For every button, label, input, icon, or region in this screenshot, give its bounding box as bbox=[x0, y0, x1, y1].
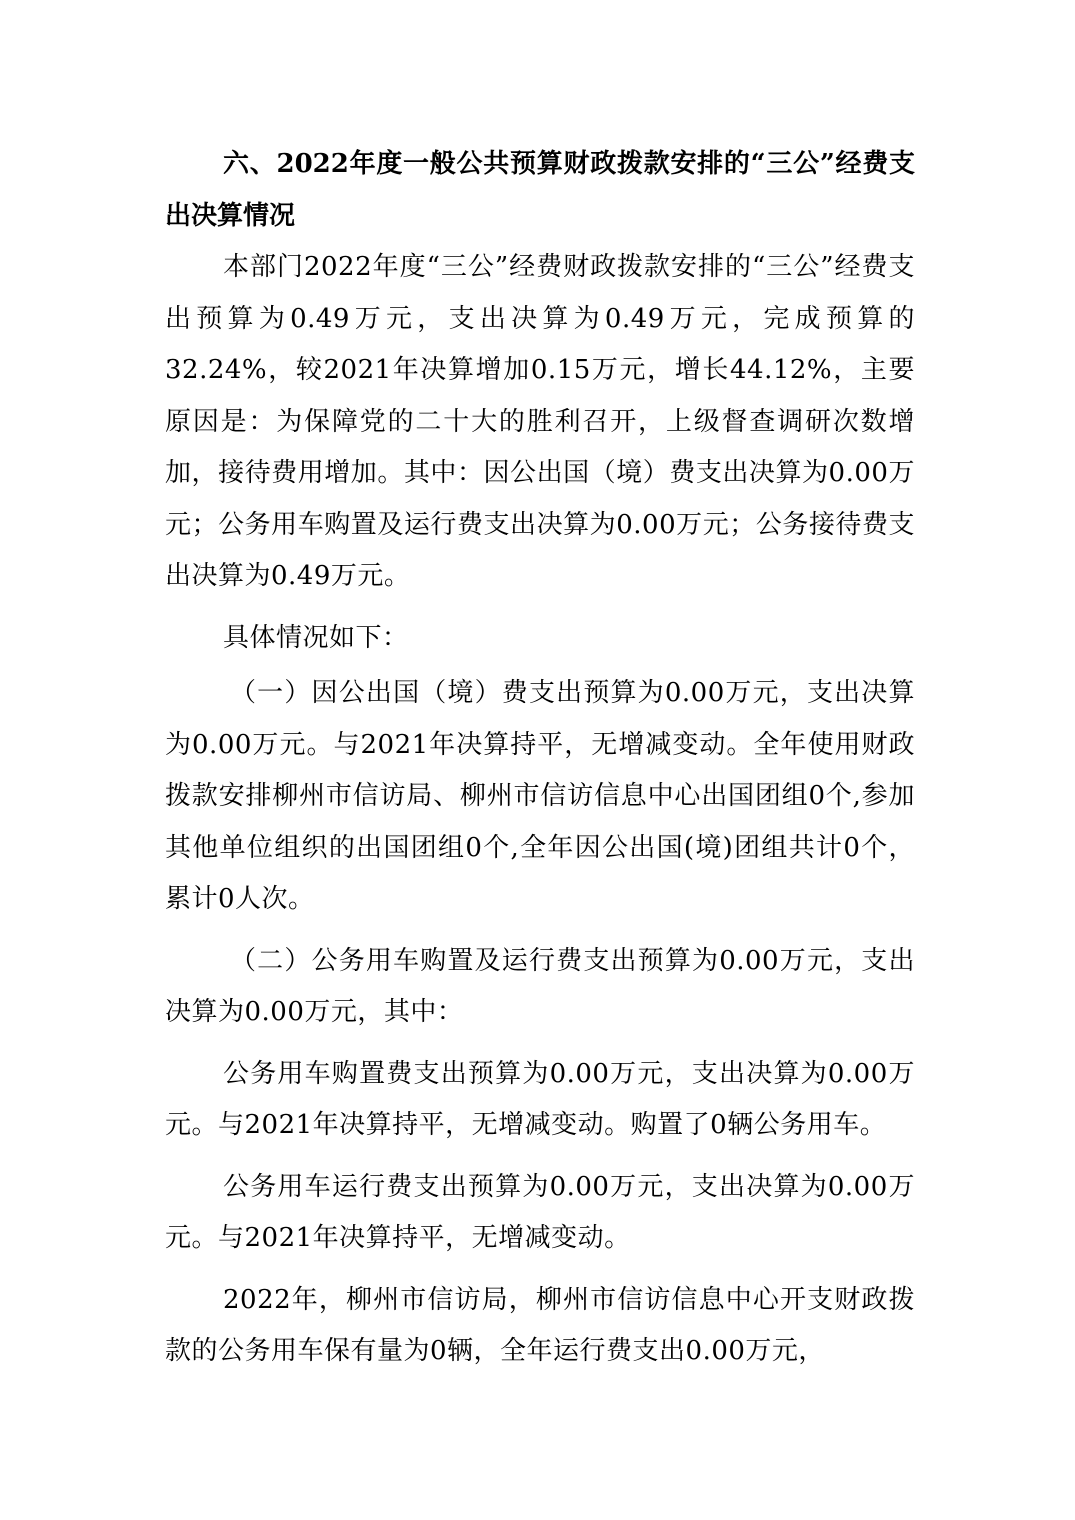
document-page bbox=[165, 139, 915, 1378]
paragraph-vehicle-overview: （二）公务用车购置及运行费支出预算为0.00万元，支出决算为0.00万元，其中： bbox=[165, 945, 915, 1027]
section-heading: 六、2022年度一般公共预算财政拨款安排的“三公”经费支出决算情况 bbox=[165, 149, 915, 231]
paragraph-vehicle-holdings: 2022年，柳州市信访局，柳州市信访信息中心开支财政拨款的公务用车保有量为0辆，全年运行费支出0.00万元， bbox=[165, 1284, 915, 1366]
paragraph-vehicle-operation: 公务用车运行费支出预算为0.00万元，支出决算为0.00万元。与2021年决算持平，无增减变动。 bbox=[165, 1171, 915, 1253]
paragraph-summary: 本部门2022年度“三公”经费财政拨款安排的“三公”经费支出预算为0.49万元，支出决算为0.49万元，完成预算的32.24%，较2021年决算增加0.15万元，增长44.12%，主要原因是：为保障党的二十大的胜利召开，上级督查调研次数增加，接待费用增加。其中：因公出国（境）费支出决算为0.00万元；公务用车购置及运行费支出决算为0.00万元；公务接待费支出决算为0.49万元。 bbox=[165, 252, 915, 591]
paragraph-overseas-travel: （一）因公出国（境）费支出预算为0.00万元，支出决算为0.00万元。与2021年决算持平，无增减变动。全年使用财政拨款安排柳州市信访局、柳州市信访信息中心出国团组0个,参加其他单位组织的出国团组0个,全年因公出国(境)团组共计0个，累计0人次。 bbox=[165, 678, 915, 914]
paragraph-vehicle-purchase: 公务用车购置费支出预算为0.00万元，支出决算为0.00万元。与2021年决算持平，无增减变动。购置了0辆公务用车。 bbox=[165, 1058, 915, 1140]
paragraph-details-intro: 具体情况如下： bbox=[223, 622, 409, 653]
